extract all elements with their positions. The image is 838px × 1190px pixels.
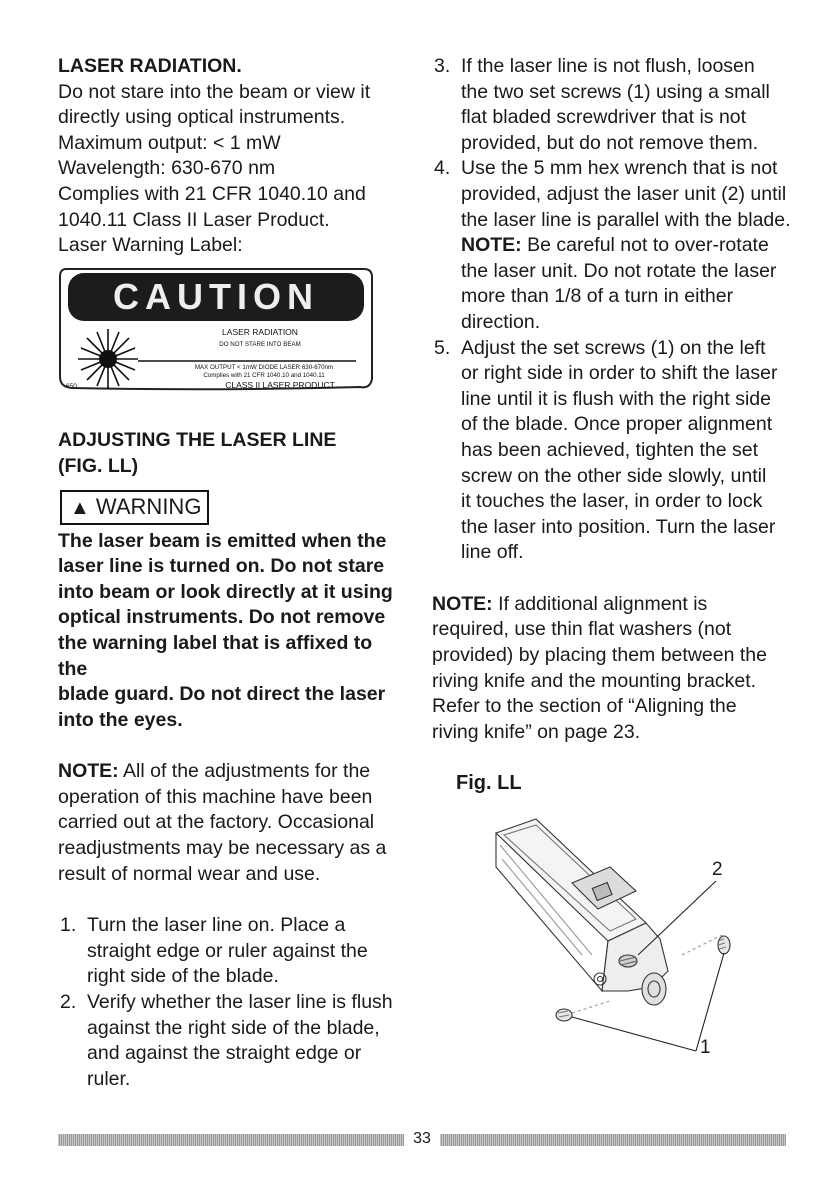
step-5-line-4: of the blade. Once proper alignment bbox=[461, 413, 773, 436]
step-3-line-4: provided, but do not remove them. bbox=[461, 131, 759, 154]
warning-line-7: into the eyes. bbox=[58, 708, 183, 731]
step-number: 5. bbox=[434, 336, 451, 359]
note-text-3: carried out at the factory. Occasional bbox=[58, 811, 375, 834]
adjusting-heading-line-1: ADJUSTING THE LASER LINE bbox=[58, 429, 337, 452]
step-2-line-4: ruler. bbox=[87, 1067, 131, 1090]
step-1-line-3: right side of the blade. bbox=[87, 965, 279, 988]
step-3-line-2: the two set screws (1) using a small bbox=[461, 80, 770, 103]
step-number: 4. bbox=[434, 157, 451, 180]
note-right-text-2: required, use thin flat washers (not bbox=[432, 618, 732, 641]
set-screw-left-icon bbox=[556, 1009, 572, 1021]
laser-line-7: Laser Warning Label: bbox=[58, 234, 243, 257]
laser-line-5: Complies with 21 CFR 1040.10 and bbox=[58, 182, 366, 205]
warning-title: WARNING bbox=[95, 493, 202, 519]
figure-title: Fig. LL bbox=[456, 772, 522, 795]
step-5-line-1: Adjust the set screws (1) on the left bbox=[461, 336, 766, 359]
label-line-3: MAX OUTPUT < 1mW DIODE LASER 630-670nm bbox=[194, 363, 334, 371]
note-right-text-6: riving knife” on page 23. bbox=[432, 720, 641, 743]
step-3-line-1: If the laser line is not flush, loosen bbox=[461, 55, 755, 77]
laser-line-2: directly using optical instruments. bbox=[58, 106, 346, 129]
step-5-line-5: has been achieved, tighten the set bbox=[461, 438, 759, 461]
warning-line-6: blade guard. Do not direct the laser bbox=[58, 683, 386, 706]
step-4 bbox=[432, 156, 794, 335]
step-5-line-8: the laser into position. Turn the laser bbox=[461, 515, 776, 538]
step-2-line-1: Verify whether the laser line is flush bbox=[87, 991, 393, 1014]
note-paragraph-right-line-1 bbox=[432, 592, 794, 618]
step-4-note-text-4: direction. bbox=[461, 310, 541, 333]
caution-title: CAUTION bbox=[113, 275, 319, 317]
note-label-right: NOTE: bbox=[432, 592, 493, 615]
note-text-5: result of normal wear and use. bbox=[58, 862, 321, 885]
label-line-4: Complies with 21 CFR 1040.10 and 1040.11 bbox=[203, 371, 325, 379]
step-2 bbox=[58, 990, 398, 1092]
laser-unit-figure bbox=[432, 805, 772, 1055]
step-5-line-6: screw on the other side slowly, until bbox=[461, 464, 767, 487]
step-2-line-3: and against the straight edge or bbox=[87, 1042, 362, 1065]
laser-line-3: Maximum output: < 1 mW bbox=[58, 131, 281, 154]
caution-label-graphic bbox=[58, 267, 374, 391]
right-column bbox=[432, 54, 794, 1063]
step-1 bbox=[58, 913, 398, 990]
note-right-text-5: Refer to the section of “Aligning the bbox=[432, 695, 737, 718]
steps-list-right bbox=[432, 54, 794, 566]
footer-bar-left bbox=[58, 1134, 404, 1146]
step-4-note-text-3: more than 1/8 of a turn in either bbox=[461, 285, 734, 308]
adjusting-heading-line-2: (FIG. LL) bbox=[58, 454, 139, 477]
warning-line-3: into beam or look directly at it using bbox=[58, 580, 393, 603]
note-paragraph-line-1 bbox=[58, 759, 398, 785]
label-line-2: DO NOT STARE INTO BEAM bbox=[219, 340, 301, 348]
page-footer bbox=[58, 1130, 786, 1148]
step-4-note-line-1 bbox=[461, 233, 794, 259]
note-right-text-4: riving knife and the mounting bracket. bbox=[432, 669, 757, 692]
warning-box bbox=[60, 490, 209, 525]
left-column bbox=[58, 54, 398, 1092]
page-number: 33 bbox=[413, 1130, 431, 1147]
step-3 bbox=[432, 54, 794, 156]
step-number: 2. bbox=[60, 991, 77, 1014]
footer-bar-right bbox=[440, 1134, 786, 1146]
step-3-line-3: flat bladed screwdriver that is not bbox=[461, 106, 747, 129]
laser-radiation-heading: LASER RADIATION. bbox=[58, 55, 242, 77]
step-4-line-1: Use the 5 mm hex wrench that is not bbox=[461, 157, 778, 180]
warning-triangle-icon: ▲ bbox=[70, 496, 90, 519]
step-5-line-7: it touches the laser, in order to lock bbox=[461, 490, 763, 513]
note-right-text-3: provided) by placing them between the bbox=[432, 644, 767, 667]
callout-1: 1 bbox=[700, 1037, 711, 1056]
laser-line-6: 1040.11 Class II Laser Product. bbox=[58, 208, 330, 231]
warning-line-2: laser line is turned on. Do not stare bbox=[58, 555, 385, 578]
warning-line-5: the warning label that is affixed to the bbox=[58, 631, 373, 680]
laser-line-4: Wavelength: 630-670 nm bbox=[58, 157, 276, 180]
warning-line-4: optical instruments. Do not remove bbox=[58, 606, 386, 629]
note-label: NOTE: bbox=[58, 760, 119, 783]
note-text-4: readjustments may be necessary as a bbox=[58, 837, 387, 860]
step-4-note-text-1: Be careful not to over-rotate bbox=[521, 234, 769, 257]
set-screw-right-icon bbox=[718, 936, 730, 954]
note-text-1: All of the adjustments for the bbox=[118, 760, 371, 783]
step-4-note-text-2: the laser unit. Do not rotate the laser bbox=[461, 259, 777, 282]
step-4-note-label: NOTE: bbox=[461, 234, 522, 257]
step-2-line-2: against the right side of the blade, bbox=[87, 1016, 380, 1039]
step-1-line-2: straight edge or ruler against the bbox=[87, 939, 368, 962]
starburst-icon bbox=[78, 329, 138, 389]
step-4-line-3: the laser line is parallel with the blade. bbox=[461, 208, 791, 231]
caution-label bbox=[58, 267, 398, 399]
step-5 bbox=[432, 336, 794, 566]
note-text-2: operation of this machine have been bbox=[58, 785, 373, 808]
note-right-text-1: If additional alignment is bbox=[492, 592, 708, 615]
step-4-line-2: provided, adjust the laser unit (2) until bbox=[461, 182, 787, 205]
label-code: 650 bbox=[66, 382, 77, 390]
laser-line-1: Do not stare into the beam or view it bbox=[58, 80, 371, 103]
warning-line-1: The laser beam is emitted when the bbox=[58, 529, 387, 552]
step-5-line-9: line off. bbox=[461, 541, 524, 564]
step-1-line-1: Turn the laser line on. Place a bbox=[87, 914, 346, 937]
step-number: 3. bbox=[434, 55, 451, 77]
label-line-1: LASER RADIATION bbox=[222, 326, 298, 337]
step-5-line-3: line until it is flush with the right side bbox=[461, 387, 771, 410]
step-5-line-2: or right side in order to shift the laser bbox=[461, 362, 778, 385]
step-number: 1. bbox=[60, 914, 77, 937]
callout-2: 2 bbox=[712, 859, 723, 881]
steps-list-left bbox=[58, 913, 398, 1092]
label-line-5: CLASS II LASER PRODUCT bbox=[225, 379, 335, 390]
